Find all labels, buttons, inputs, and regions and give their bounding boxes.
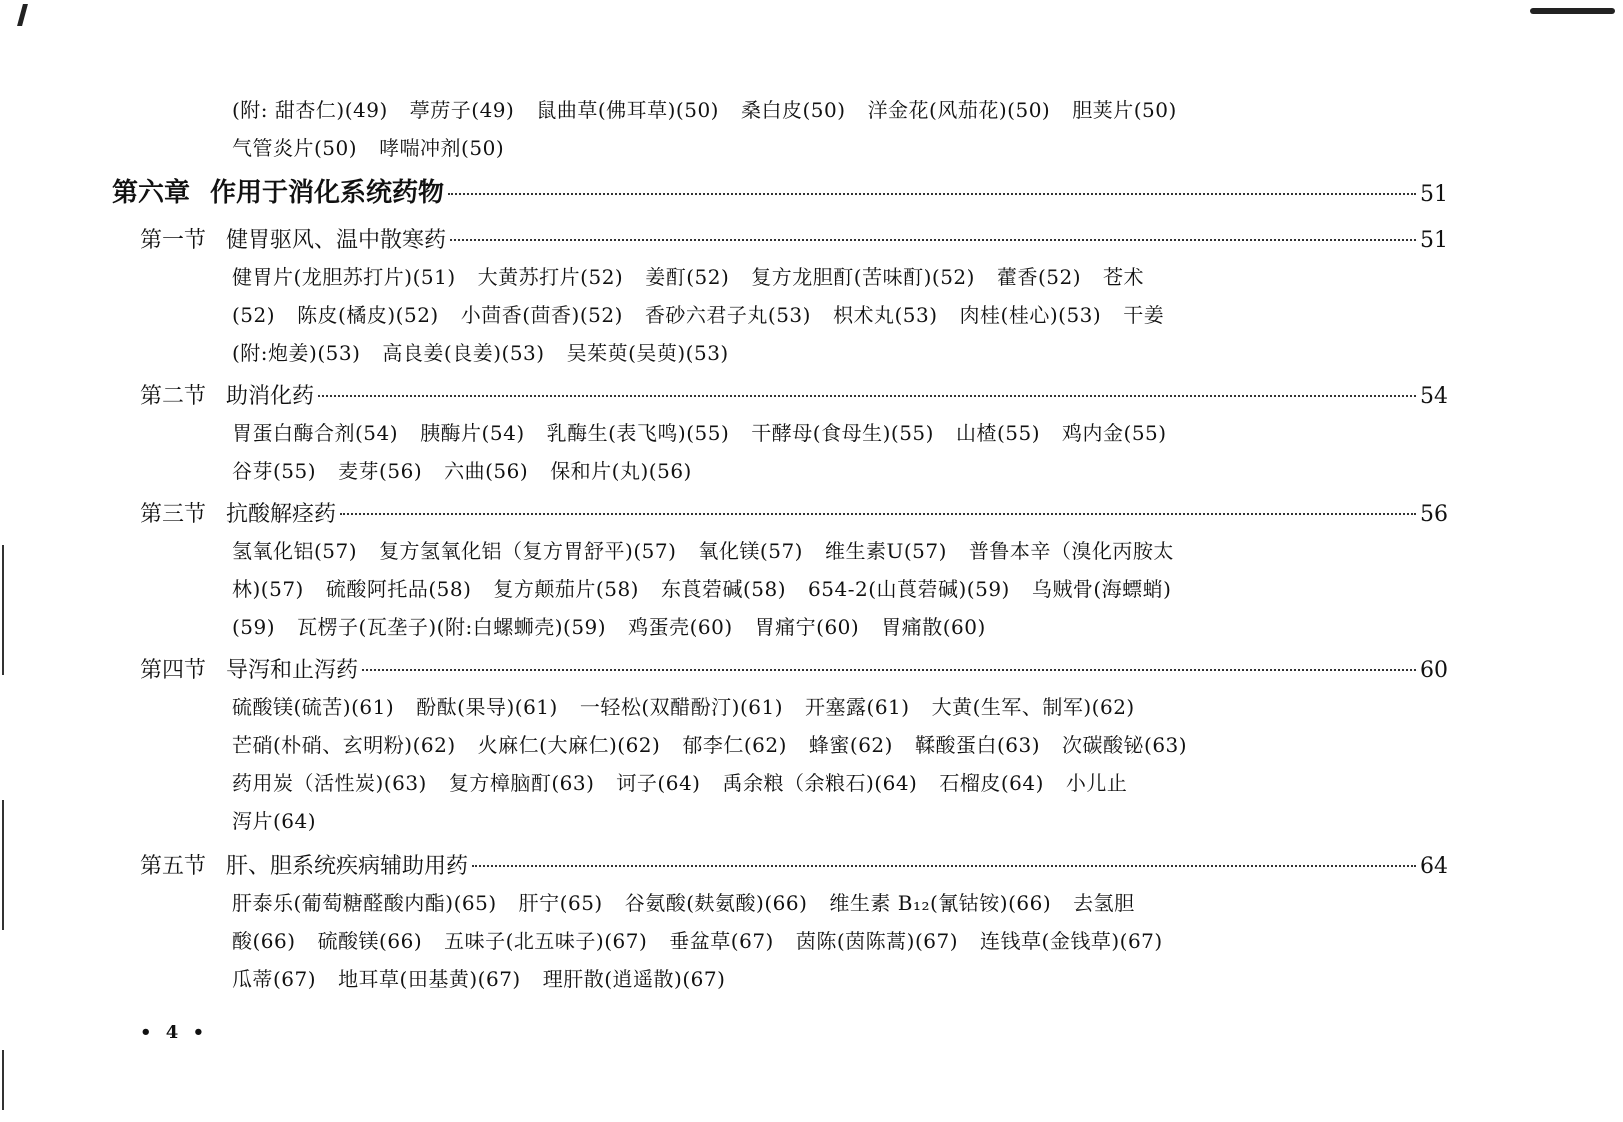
section-entries-line [232, 574, 1193, 604]
drug-entry: 鼠曲草(佛耳草)(50) [536, 98, 719, 122]
drug-entry: 肝宁(65) [518, 891, 603, 915]
drug-entry: 蜂蜜(62) [808, 733, 893, 757]
section-title: 抗酸解痉药 [226, 502, 337, 527]
section-heading [140, 850, 1448, 884]
drug-entry: 六曲(56) [444, 459, 529, 483]
section-entries-line [232, 768, 1149, 798]
section-page: 64 [1420, 854, 1448, 879]
drug-entry: 苍术 [1103, 265, 1145, 289]
drug-entry: 干酵母(食母生)(55) [751, 421, 934, 445]
drug-entry: 麦芽(56) [338, 459, 423, 483]
section-page: 56 [1420, 502, 1448, 527]
drug-entry: 鞣酸蛋白(63) [914, 733, 1041, 757]
drug-entry: 硫酸阿托品(58) [325, 577, 472, 601]
drug-entry: 茵陈(茵陈蒿)(67) [795, 929, 959, 953]
drug-entry: 酸(66) [232, 929, 296, 953]
drug-entry: 胆荚片(50) [1072, 98, 1177, 122]
drug-entry: 开塞露(61) [805, 695, 910, 719]
section-entries-line [232, 806, 338, 836]
section-leader-dots [472, 865, 1416, 867]
section-number: 第二节 [140, 384, 207, 409]
drug-entry: 胃痛宁(60) [754, 615, 860, 639]
scan-mark-top-left [17, 4, 28, 26]
drug-entry: 瓦楞子(瓦垄子)(附:白螺蛳壳)(59) [297, 615, 607, 639]
drug-entry: 姜酊(52) [645, 265, 730, 289]
drug-entry: 香砂六君子丸(53) [644, 303, 811, 327]
drug-entry: 泻片(64) [232, 809, 317, 833]
drug-entry: 乌贼骨(海螵蛸) [1031, 577, 1172, 601]
drug-entry: 枳术丸(53) [832, 303, 938, 327]
drug-entry: 一轻松(双醋酚汀)(61) [579, 695, 784, 719]
page-number: • 4 • [140, 1022, 209, 1043]
drug-entry: (附: 甜杏仁)(49) [232, 98, 388, 122]
drug-entry: 高良姜(良姜)(53) [382, 341, 545, 365]
drug-entry: 吴茱萸(吴萸)(53) [566, 341, 729, 365]
drug-entry: 地耳草(田基黄)(67) [338, 967, 521, 991]
section-entries-line [232, 536, 1196, 566]
drug-entry: 普鲁本辛（溴化丙胺太 [968, 539, 1174, 563]
scan-bar-left-3 [2, 1050, 4, 1110]
section-entries-line [232, 964, 747, 994]
drug-entry: 藿香(52) [996, 265, 1082, 289]
drug-entry: 气管炎片(50) [232, 136, 358, 160]
drug-entry: 瓜蒂(67) [232, 967, 317, 991]
drug-entry: 胃痛散(60) [881, 615, 986, 639]
section-entries-line [232, 300, 1186, 330]
section-heading [140, 498, 1448, 532]
section-title: 健胃驱风、温中散寒药 [226, 228, 447, 253]
drug-entry: 654-2(山莨菪碱)(59) [808, 577, 1010, 601]
drug-entry: 哮喘冲剂(50) [379, 136, 505, 160]
drug-entry: 鸡内金(55) [1062, 421, 1167, 445]
drug-entry: (52) [232, 303, 276, 327]
section-entries-line [232, 456, 714, 486]
drug-entry: 干姜 [1123, 303, 1165, 327]
drug-entry: 复方樟脑酊(63) [448, 771, 595, 795]
section-page: 54 [1420, 384, 1448, 409]
drug-entry: 复方氢氧化铝（复方胃舒平)(57) [379, 539, 677, 563]
drug-entry: 次碳酸铋(63) [1062, 733, 1188, 757]
drug-entry: 连钱草(金钱草)(67) [980, 929, 1163, 953]
chapter-page: 51 [1420, 182, 1448, 207]
chapter-leader-dots [448, 193, 1416, 195]
drug-entry: 洋金花(风茄花)(50) [867, 98, 1051, 122]
section-entries-line [232, 692, 1157, 722]
chapter-number: 第六章 [112, 178, 191, 208]
section-heading [140, 380, 1448, 414]
drug-entry: 垂盆草(67) [669, 929, 774, 953]
drug-entry: 肉桂(桂心)(53) [959, 303, 1102, 327]
drug-entry: 酚酞(果导)(61) [416, 695, 558, 719]
drug-entry: 山楂(55) [955, 421, 1041, 445]
section-leader-dots [450, 239, 1416, 241]
drug-entry: 硫酸镁(66) [317, 929, 423, 953]
drug-entry: 维生素 B₁₂(氰钴铵)(66) [829, 891, 1052, 915]
chapter-heading [112, 176, 1448, 212]
drug-entry: 林)(57) [232, 577, 304, 601]
section-number: 第四节 [140, 658, 207, 683]
drug-entry: 去氢胆 [1073, 891, 1135, 915]
section-page: 60 [1420, 658, 1448, 683]
section-leader-dots [362, 669, 1416, 671]
drug-entry: 硫酸镁(硫苦)(61) [232, 695, 395, 719]
drug-entry: 禹余粮（余粮石)(64) [722, 771, 918, 795]
drug-entry: 胃蛋白酶合剂(54) [232, 421, 399, 445]
drug-entry: 维生素U(57) [824, 539, 947, 563]
continuation-line-1 [232, 95, 1199, 125]
section-page: 51 [1420, 228, 1448, 253]
drug-entry: 复方颠茄片(58) [493, 577, 639, 601]
section-leader-dots [318, 395, 1416, 397]
section-number: 第五节 [140, 854, 207, 879]
section-entries-line [232, 262, 1166, 292]
drug-entry: 桑白皮(50) [741, 98, 846, 122]
section-entries-line [232, 888, 1157, 918]
drug-entry: 健胃片(龙胆苏打片)(51) [232, 265, 456, 289]
drug-entry: 复方龙胆酊(苦味酊)(52) [751, 265, 975, 289]
section-entries-line [232, 612, 1008, 642]
drug-entry: 鸡蛋壳(60) [628, 615, 733, 639]
scan-bar-left-2 [2, 800, 4, 930]
drug-entry: 保和片(丸)(56) [550, 459, 692, 483]
drug-entry: 理肝散(逍遥散)(67) [542, 967, 726, 991]
section-leader-dots [340, 513, 1416, 515]
continuation-line-2 [232, 133, 526, 163]
section-entries-line [232, 926, 1185, 956]
section-number: 第三节 [140, 502, 207, 527]
section-number: 第一节 [140, 228, 207, 253]
drug-entry: 五味子(北五味子)(67) [444, 929, 648, 953]
section-title: 肝、胆系统疾病辅助用药 [226, 854, 469, 879]
drug-entry: 东莨菪碱(58) [660, 577, 787, 601]
section-title: 导泻和止泻药 [226, 658, 359, 683]
drug-entry: 小茴香(茴香)(52) [460, 303, 623, 327]
drug-entry: 小儿止 [1065, 771, 1128, 795]
drug-entry: 芒硝(朴硝、玄明粉)(62) [232, 733, 456, 757]
scan-bar-left-1 [2, 545, 4, 675]
drug-entry: 谷芽(55) [232, 459, 317, 483]
drug-entry: 葶苈子(49) [409, 98, 515, 122]
section-entries-line [232, 338, 751, 368]
section-heading [140, 224, 1448, 258]
section-entries-line [232, 418, 1189, 448]
drug-entry: 陈皮(橘皮)(52) [297, 303, 439, 327]
drug-entry: 药用炭（活性炭)(63) [232, 771, 427, 795]
drug-entry: 诃子(64) [616, 771, 701, 795]
drug-entry: 石榴皮(64) [939, 771, 1044, 795]
section-entries-line [232, 730, 1209, 760]
drug-entry: 大黄(生军、制军)(62) [931, 695, 1135, 719]
chapter-title: 作用于消化系统药物 [210, 178, 445, 208]
drug-entry: (附:炮姜)(53) [232, 341, 361, 365]
drug-entry: 氢氧化铝(57) [232, 539, 358, 563]
section-title: 助消化药 [226, 384, 315, 409]
section-heading [140, 654, 1448, 688]
drug-entry: 火麻仁(大麻仁)(62) [477, 733, 661, 757]
drug-entry: 乳酶生(表飞鸣)(55) [546, 421, 730, 445]
drug-entry: 谷氨酸(麸氨酸)(66) [624, 891, 808, 915]
drug-entry: 氧化镁(57) [698, 539, 803, 563]
drug-entry: 胰酶片(54) [420, 421, 525, 445]
drug-entry: (59) [232, 615, 276, 639]
drug-entry: 肝泰乐(葡萄糖醛酸内酯)(65) [232, 891, 497, 915]
drug-entry: 大黄苏打片(52) [477, 265, 624, 289]
scan-mark-top-right [1530, 8, 1615, 14]
drug-entry: 郁李仁(62) [682, 733, 787, 757]
